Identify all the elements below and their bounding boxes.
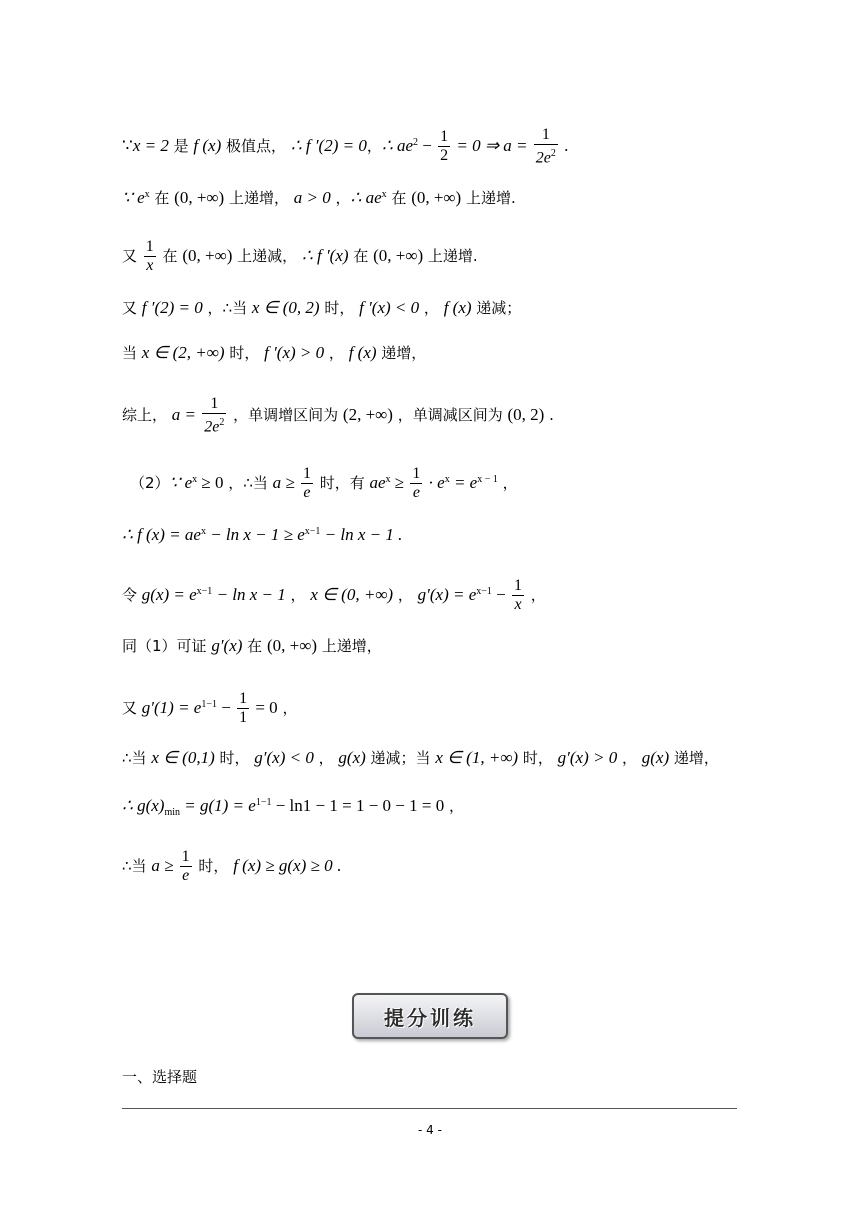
text-line-13: ∴ $g(x)_{min} = g(1) = e^{1-1} - \ln 1 - 1 = 1 - 0 - 1 = 0$ ，	[122, 796, 464, 818]
fraction: $\frac{1}{e}$	[412, 465, 421, 501]
fraction: $\frac{1}{x}$	[514, 577, 522, 613]
fraction: $\frac{1}{e}$	[302, 465, 311, 501]
section-heading: 一、选择题	[122, 1068, 198, 1086]
fraction: $\frac{1}{2e^2}$	[535, 126, 556, 167]
footer-divider	[122, 1108, 737, 1109]
fraction: $\frac{1}{1}$	[239, 690, 248, 726]
text-line-14: ∴当 a ≥ $\frac{1}{e}$ 时， f (x) ≥ g(x) ≥ 0 .	[122, 848, 342, 884]
text-line-11: 又 $g'(1) = e^{1-1}$ − $\frac{1}{1}$ = 0 ，	[122, 690, 298, 726]
text-line-8: ∴ f $(x) = ae^x - \ln x - 1 \ge e^{x-1} - \ln x - 1$ .	[122, 525, 403, 544]
text-line-9: 令 $g(x) = e^{x-1} - \ln x - 1$ ， x ∈ (0, +∞) ， $g'(x) = e^{x-1}$ − $\frac{1}{x}$ ，	[122, 577, 546, 613]
text-line-10: 同（1）可证 g′(x) 在 (0, +∞) 上递增，	[122, 636, 382, 655]
section-badge: 提分训练	[352, 993, 508, 1039]
fraction: $\frac{1}{2e^2}$	[204, 395, 225, 436]
text-line-5: 当 x ∈ (2, +∞) 时， f ′(x) > 0 ， f (x) 递增，	[122, 343, 427, 362]
text-line-12: ∴当 x ∈ (0,1) 时， g′(x) < 0 ， g(x) 递减；当 x ∈ (1, +∞) 时， g′(x) > 0 ， g(x) 递增，	[122, 748, 719, 767]
fraction: $\frac{1}{x}$	[145, 238, 154, 274]
text-line-3: 又 $\frac{1}{x}$ 在 (0, +∞) 上递减， ∴ f ′(x) 在 (0, +∞) 上递增.	[122, 238, 478, 274]
text-line-7: （2）∵ $e^x \ge 0$ ，∴当 a ≥ $\frac{1}{e}$ 时，有 $ae^x$ ≥ $\frac{1}{e}$ · $e^x = e^{x - 1}$ ，	[130, 465, 518, 501]
text-line-1: ∵x = 2 是 f (x) 极值点， ∴ f ′(2) = 0，∴ $ae^2$ − $\frac{1}{2}$ = 0 ⇒ a = $\frac{1}{2e^2}$ .	[122, 126, 569, 167]
page-number: - 4 -	[418, 1123, 442, 1137]
text-line-4: 又 f ′(2) = 0 ，∴当 x ∈ (0, 2) 时， f ′(x) < 0 ， f (x) 递减；	[122, 298, 522, 317]
fraction: $\frac{1}{2}$	[440, 128, 449, 165]
fraction: $\frac{1}{e}$	[181, 848, 190, 884]
text-line-2: ∵ $e^x$ 在 (0, +∞) 上递增， a > 0 ，∴ $ae^x$ 在 (0, +∞) 上递增.	[122, 188, 516, 207]
text-line-6: 综上， a = $\frac{1}{2e^2}$ ，单调增区间为 (2, +∞) ，单调减区间为 (0, 2) .	[122, 395, 554, 436]
